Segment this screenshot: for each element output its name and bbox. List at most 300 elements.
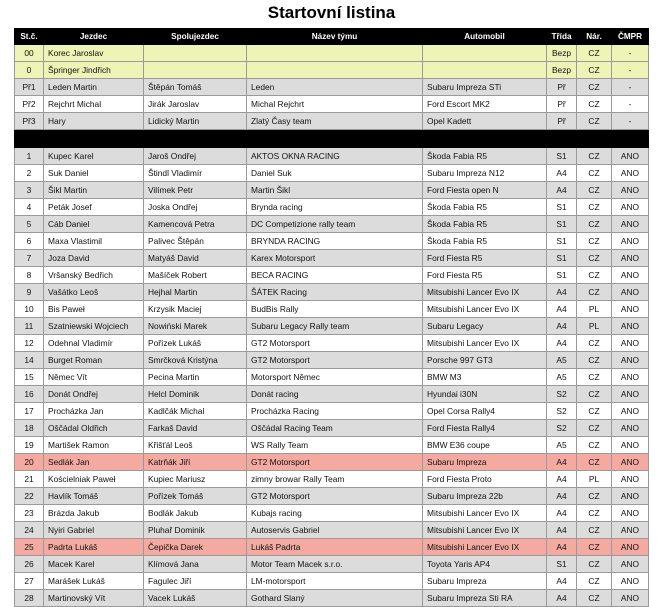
table-row[interactable]	[15, 267, 649, 284]
start-number: 23	[15, 505, 44, 522]
codriver-name: Matyáš David	[144, 250, 247, 267]
car-name: Škoda Fabia R5	[423, 199, 547, 216]
nationality-cell: CZ	[577, 556, 612, 573]
start-number: 0	[15, 62, 44, 79]
table-row[interactable]	[15, 79, 649, 96]
cmpr-cell: ANO	[612, 335, 649, 352]
car-name: Ford Fiesta Rally4	[423, 420, 547, 437]
nationality-cell: CZ	[577, 148, 612, 165]
cmpr-cell: ANO	[612, 250, 649, 267]
start-number: 2	[15, 165, 44, 182]
codriver-name: Hejhal Martin	[144, 284, 247, 301]
nationality-cell: CZ	[577, 250, 612, 267]
car-name: Mitsubishi Lancer Evo IX	[423, 522, 547, 539]
class-cell: A4	[547, 182, 577, 199]
car-name: Toyota Yaris AP4	[423, 556, 547, 573]
table-row[interactable]	[15, 148, 649, 165]
class-cell: Bezp	[547, 45, 577, 62]
cmpr-cell: ANO	[612, 420, 649, 437]
cmpr-cell: -	[612, 62, 649, 79]
driver-name: Burget Roman	[44, 352, 144, 369]
car-name: Subaru Legacy	[423, 318, 547, 335]
driver-name: Szatniewski Wojciech	[44, 318, 144, 335]
car-name: Porsche 997 GT3	[423, 352, 547, 369]
cmpr-cell: ANO	[612, 352, 649, 369]
car-name: Mitsubishi Lancer Evo IX	[423, 284, 547, 301]
driver-name: Bis Paweł	[44, 301, 144, 318]
car-name: Ford Fiesta open N	[423, 182, 547, 199]
start-list-table	[14, 28, 649, 607]
class-cell: S1	[547, 216, 577, 233]
class-cell: Př	[547, 79, 577, 96]
car-name: Subaru Impreza Sti RA	[423, 590, 547, 607]
cmpr-cell: ANO	[612, 233, 649, 250]
driver-name: Padrta Lukáš	[44, 539, 144, 556]
codriver-name: Křišťál Leoš	[144, 437, 247, 454]
car-name: Škoda Fabia R5	[423, 233, 547, 250]
team-name: GT2 Motorsport	[247, 352, 423, 369]
class-cell: A4	[547, 301, 577, 318]
table-row[interactable]	[15, 386, 649, 403]
table-row[interactable]	[15, 96, 649, 113]
start-number: 15	[15, 369, 44, 386]
column-header[interactable]: Název týmu	[247, 29, 423, 45]
start-number: Př2	[15, 96, 44, 113]
car-name: Ford Fiesta R5	[423, 267, 547, 284]
team-name: BRYNDA RACING	[247, 233, 423, 250]
cmpr-cell: ANO	[612, 301, 649, 318]
car-name: Ford Fiesta R5	[423, 250, 547, 267]
nationality-cell: CZ	[577, 454, 612, 471]
team-name: Autoservis Gabriel	[247, 522, 423, 539]
cmpr-cell: -	[612, 45, 649, 62]
cmpr-cell: ANO	[612, 522, 649, 539]
codriver-name: Fagulec Jiří	[144, 573, 247, 590]
cmpr-cell: ANO	[612, 573, 649, 590]
nationality-cell: CZ	[577, 420, 612, 437]
codriver-name: Štindl Vladimír	[144, 165, 247, 182]
class-cell: S2	[547, 403, 577, 420]
driver-name: Vršanský Bedřich	[44, 267, 144, 284]
team-name: ŠÁTEK Racing	[247, 284, 423, 301]
nationality-cell: CZ	[577, 62, 612, 79]
start-number: 26	[15, 556, 44, 573]
driver-name: Procházka Jan	[44, 403, 144, 420]
table-row[interactable]	[15, 250, 649, 267]
codriver-name: Pecina Martin	[144, 369, 247, 386]
driver-name: Špringer Jindřich	[44, 62, 144, 79]
table-row[interactable]	[15, 420, 649, 437]
class-cell: Bezp	[547, 62, 577, 79]
table-row[interactable]	[15, 216, 649, 233]
start-number: 21	[15, 471, 44, 488]
cmpr-cell: ANO	[612, 386, 649, 403]
column-header[interactable]: Spolujezdec	[144, 29, 247, 45]
start-number: 8	[15, 267, 44, 284]
nationality-cell: CZ	[577, 182, 612, 199]
start-number: 7	[15, 250, 44, 267]
class-cell: A4	[547, 488, 577, 505]
car-name: BMW E36 coupe	[423, 437, 547, 454]
codriver-name: Kamencová Petra	[144, 216, 247, 233]
car-name: Subaru Impreza STi	[423, 79, 547, 96]
codriver-name: Vacek Lukáš	[144, 590, 247, 607]
table-row[interactable]	[15, 573, 649, 590]
car-name: Mitsubishi Lancer Evo IX	[423, 539, 547, 556]
cmpr-cell: ANO	[612, 454, 649, 471]
nationality-cell: PL	[577, 318, 612, 335]
start-number: 28	[15, 590, 44, 607]
nationality-cell: CZ	[577, 79, 612, 96]
team-name	[247, 62, 423, 79]
car-name: Mitsubishi Lancer Evo IX	[423, 301, 547, 318]
class-cell: A4	[547, 522, 577, 539]
driver-name: Oščádal Oldřich	[44, 420, 144, 437]
nationality-cell: CZ	[577, 216, 612, 233]
driver-name: Macek Karel	[44, 556, 144, 573]
driver-name: Suk Daniel	[44, 165, 144, 182]
table-row[interactable]	[15, 301, 649, 318]
table-row[interactable]	[15, 182, 649, 199]
section-separator	[15, 130, 649, 148]
nationality-cell: CZ	[577, 96, 612, 113]
driver-name: Martinovský Vít	[44, 590, 144, 607]
codriver-name: Štěpán Tomáš	[144, 79, 247, 96]
cmpr-cell: -	[612, 113, 649, 130]
driver-name: Rejchrt Michal	[44, 96, 144, 113]
team-name: Motorsport Němec	[247, 369, 423, 386]
car-name: Subaru Impreza	[423, 573, 547, 590]
start-number: 9	[15, 284, 44, 301]
start-number: 22	[15, 488, 44, 505]
class-cell: A4	[547, 505, 577, 522]
start-number: 19	[15, 437, 44, 454]
driver-name: Kościelniak Paweł	[44, 471, 144, 488]
column-header[interactable]: ČMPR	[612, 29, 649, 45]
driver-name: Cáb Daniel	[44, 216, 144, 233]
team-name: GT2 Motorsport	[247, 454, 423, 471]
cmpr-cell: ANO	[612, 284, 649, 301]
class-cell: A4	[547, 165, 577, 182]
start-number: 12	[15, 335, 44, 352]
class-cell: S2	[547, 386, 577, 403]
team-name: Karex Motorsport	[247, 250, 423, 267]
nationality-cell: CZ	[577, 403, 612, 420]
pre-entries-body	[15, 45, 649, 130]
team-name: Zlatý Časy team	[247, 113, 423, 130]
class-cell: S1	[547, 233, 577, 250]
cmpr-cell: ANO	[612, 216, 649, 233]
column-header[interactable]: Nár.	[577, 29, 612, 45]
codriver-name: Pluhař Dominik	[144, 522, 247, 539]
class-cell: A4	[547, 454, 577, 471]
start-number: 11	[15, 318, 44, 335]
start-number: 17	[15, 403, 44, 420]
driver-name: Vašátko Leoš	[44, 284, 144, 301]
start-number: 00	[15, 45, 44, 62]
start-number: 10	[15, 301, 44, 318]
team-name: BECA RACING	[247, 267, 423, 284]
driver-name: Martišek Ramon	[44, 437, 144, 454]
team-name: Brynda racing	[247, 199, 423, 216]
cmpr-cell: ANO	[612, 199, 649, 216]
nationality-cell: CZ	[577, 539, 612, 556]
car-name	[423, 62, 547, 79]
page-title: Startovní listina	[267, 3, 396, 22]
class-cell: S2	[547, 420, 577, 437]
cmpr-cell: ANO	[612, 539, 649, 556]
team-name: Kubajs racing	[247, 505, 423, 522]
car-name: Opel Kadett	[423, 113, 547, 130]
table-row[interactable]	[15, 505, 649, 522]
codriver-name: Katrňák Jiří	[144, 454, 247, 471]
codriver-name: Mašíček Robert	[144, 267, 247, 284]
class-cell: A5	[547, 437, 577, 454]
codriver-name: Joska Ondřej	[144, 199, 247, 216]
nationality-cell: CZ	[577, 369, 612, 386]
team-name: zimny browar Rally Team	[247, 471, 423, 488]
table-row[interactable]	[15, 437, 649, 454]
nationality-cell: CZ	[577, 437, 612, 454]
column-header[interactable]: Jezdec	[44, 29, 144, 45]
class-cell: A4	[547, 284, 577, 301]
table-row[interactable]	[15, 62, 649, 79]
table-row[interactable]	[15, 556, 649, 573]
cmpr-cell: -	[612, 79, 649, 96]
start-number: 25	[15, 539, 44, 556]
class-cell: A4	[547, 590, 577, 607]
start-number: 20	[15, 454, 44, 471]
nationality-cell: CZ	[577, 386, 612, 403]
driver-name: Němec Vít	[44, 369, 144, 386]
team-name: Michal Rejchrt	[247, 96, 423, 113]
nationality-cell: CZ	[577, 267, 612, 284]
codriver-name: Bodlák Jakub	[144, 505, 247, 522]
car-name	[423, 45, 547, 62]
table-header-row	[15, 29, 649, 45]
codriver-name: Helcl Dominik	[144, 386, 247, 403]
start-number: Př1	[15, 79, 44, 96]
car-name: Subaru Impreza 22b	[423, 488, 547, 505]
table-row[interactable]	[15, 318, 649, 335]
codriver-name: Krzysik Maciej	[144, 301, 247, 318]
cmpr-cell: ANO	[612, 488, 649, 505]
class-cell: S1	[547, 250, 577, 267]
cmpr-cell: ANO	[612, 182, 649, 199]
codriver-name: Jirák Jaroslav	[144, 96, 247, 113]
team-name: Oščádal Racing Team	[247, 420, 423, 437]
driver-name: Sedlák Jan	[44, 454, 144, 471]
start-number: 16	[15, 386, 44, 403]
class-cell: A5	[547, 369, 577, 386]
car-name: Škoda Fabia R5	[423, 148, 547, 165]
nationality-cell: CZ	[577, 199, 612, 216]
codriver-name: Nowiński Marek	[144, 318, 247, 335]
car-name: BMW M3	[423, 369, 547, 386]
team-name: DC Competizione rally team	[247, 216, 423, 233]
separator-body	[15, 130, 649, 148]
team-name	[247, 45, 423, 62]
codriver-name: Pořízek Tomáš	[144, 488, 247, 505]
class-cell: A5	[547, 352, 577, 369]
table-row[interactable]	[15, 113, 649, 130]
cmpr-cell: ANO	[612, 165, 649, 182]
nationality-cell: PL	[577, 301, 612, 318]
table-row[interactable]	[15, 488, 649, 505]
class-cell: A4	[547, 573, 577, 590]
column-header[interactable]: St.č.	[15, 29, 44, 45]
start-number: 24	[15, 522, 44, 539]
team-name: GT2 Motorsport	[247, 488, 423, 505]
class-cell: A4	[547, 539, 577, 556]
nationality-cell: CZ	[577, 165, 612, 182]
table-row[interactable]	[15, 403, 649, 420]
car-name: Mitsubishi Lancer Evo IX	[423, 505, 547, 522]
cmpr-cell: ANO	[612, 471, 649, 488]
class-cell: A4	[547, 471, 577, 488]
codriver-name: Smrčková Kristýna	[144, 352, 247, 369]
table-row[interactable]	[15, 335, 649, 352]
driver-name: Leden Martin	[44, 79, 144, 96]
start-number: 1	[15, 148, 44, 165]
table-row[interactable]	[15, 199, 649, 216]
team-name: Leden	[247, 79, 423, 96]
car-name: Škoda Fabia R5	[423, 216, 547, 233]
class-cell: S1	[547, 199, 577, 216]
car-name: Mitsubishi Lancer Evo IX	[423, 335, 547, 352]
separator-cell	[15, 130, 649, 148]
driver-name: Donát Ondřej	[44, 386, 144, 403]
codriver-name: Klímová Jana	[144, 556, 247, 573]
nationality-cell: CZ	[577, 284, 612, 301]
class-cell: S1	[547, 148, 577, 165]
team-name: Procházka Racing	[247, 403, 423, 420]
team-name: GT2 Motorsport	[247, 335, 423, 352]
cmpr-cell: ANO	[612, 148, 649, 165]
driver-name: Korec Jaroslav	[44, 45, 144, 62]
start-number: 5	[15, 216, 44, 233]
cmpr-cell: -	[612, 96, 649, 113]
table-row[interactable]	[15, 522, 649, 539]
cmpr-cell: ANO	[612, 505, 649, 522]
main-entries-body	[15, 148, 649, 607]
team-name: Martin Šikl	[247, 182, 423, 199]
start-number: 14	[15, 352, 44, 369]
cmpr-cell: ANO	[612, 437, 649, 454]
cmpr-cell: ANO	[612, 267, 649, 284]
driver-name: Hary	[44, 113, 144, 130]
nationality-cell: CZ	[577, 505, 612, 522]
team-name: Donát racing	[247, 386, 423, 403]
table-row[interactable]	[15, 352, 649, 369]
cmpr-cell: ANO	[612, 590, 649, 607]
class-cell: S1	[547, 556, 577, 573]
start-number: 4	[15, 199, 44, 216]
driver-name: Joza David	[44, 250, 144, 267]
team-name: Motor Team Macek s.r.o.	[247, 556, 423, 573]
car-name: Subaru Impreza	[423, 454, 547, 471]
team-name: Gothard Slaný	[247, 590, 423, 607]
start-number: Př3	[15, 113, 44, 130]
team-name: WS Rally Team	[247, 437, 423, 454]
nationality-cell: CZ	[577, 113, 612, 130]
cmpr-cell: ANO	[612, 556, 649, 573]
driver-name: Nyiri Gabriel	[44, 522, 144, 539]
table-row[interactable]	[15, 539, 649, 556]
driver-name: Marášek Lukáš	[44, 573, 144, 590]
class-cell: S1	[547, 267, 577, 284]
codriver-name	[144, 45, 247, 62]
class-cell: Př	[547, 96, 577, 113]
class-cell: Př	[547, 113, 577, 130]
table-row[interactable]	[15, 590, 649, 607]
codriver-name: Lidický Martin	[144, 113, 247, 130]
team-name: LM-motorsport	[247, 573, 423, 590]
codriver-name: Vilímek Petr	[144, 182, 247, 199]
nationality-cell: CZ	[577, 522, 612, 539]
team-name: BudBis Rally	[247, 301, 423, 318]
driver-name: Peták Josef	[44, 199, 144, 216]
column-header[interactable]: Třída	[547, 29, 577, 45]
codriver-name: Pořízek Lukáš	[144, 335, 247, 352]
driver-name: Kupec Karel	[44, 148, 144, 165]
table-row[interactable]	[15, 233, 649, 250]
car-name: Ford Escort MK2	[423, 96, 547, 113]
class-cell: A4	[547, 335, 577, 352]
codriver-name: Farkaš David	[144, 420, 247, 437]
codriver-name: Čepička Darek	[144, 539, 247, 556]
car-name: Subaru Impreza N12	[423, 165, 547, 182]
start-number: 18	[15, 420, 44, 437]
team-name: Daniel Suk	[247, 165, 423, 182]
nationality-cell: CZ	[577, 335, 612, 352]
team-name: Subaru Legacy Rally team	[247, 318, 423, 335]
nationality-cell: CZ	[577, 590, 612, 607]
start-number: 3	[15, 182, 44, 199]
table-row[interactable]	[15, 471, 649, 488]
class-cell: A4	[547, 318, 577, 335]
table-row[interactable]	[15, 284, 649, 301]
table-row[interactable]	[15, 454, 649, 471]
table-row[interactable]	[15, 45, 649, 62]
car-name: Ford Fiesta Proto	[423, 471, 547, 488]
nationality-cell: CZ	[577, 488, 612, 505]
codriver-name: Kupiec Mariusz	[144, 471, 247, 488]
table-row[interactable]	[15, 369, 649, 386]
codriver-name: Palivec Štěpán	[144, 233, 247, 250]
start-number: 6	[15, 233, 44, 250]
table-row[interactable]	[15, 165, 649, 182]
nationality-cell: CZ	[577, 45, 612, 62]
team-name: Lukáš Padrta	[247, 539, 423, 556]
driver-name: Šikl Martin	[44, 182, 144, 199]
driver-name: Havlík Tomáš	[44, 488, 144, 505]
codriver-name: Kadlčák Michal	[144, 403, 247, 420]
nationality-cell: CZ	[577, 352, 612, 369]
driver-name: Odehnal Vladimír	[44, 335, 144, 352]
cmpr-cell: ANO	[612, 403, 649, 420]
codriver-name	[144, 62, 247, 79]
driver-name: Maxa Vlastimil	[44, 233, 144, 250]
column-header[interactable]: Automobil	[423, 29, 547, 45]
nationality-cell: CZ	[577, 233, 612, 250]
driver-name: Brázda Jakub	[44, 505, 144, 522]
nationality-cell: CZ	[577, 573, 612, 590]
car-name: Hyundai i30N	[423, 386, 547, 403]
cmpr-cell: ANO	[612, 318, 649, 335]
car-name: Opel Corsa Rally4	[423, 403, 547, 420]
codriver-name: Jaroš Ondřej	[144, 148, 247, 165]
